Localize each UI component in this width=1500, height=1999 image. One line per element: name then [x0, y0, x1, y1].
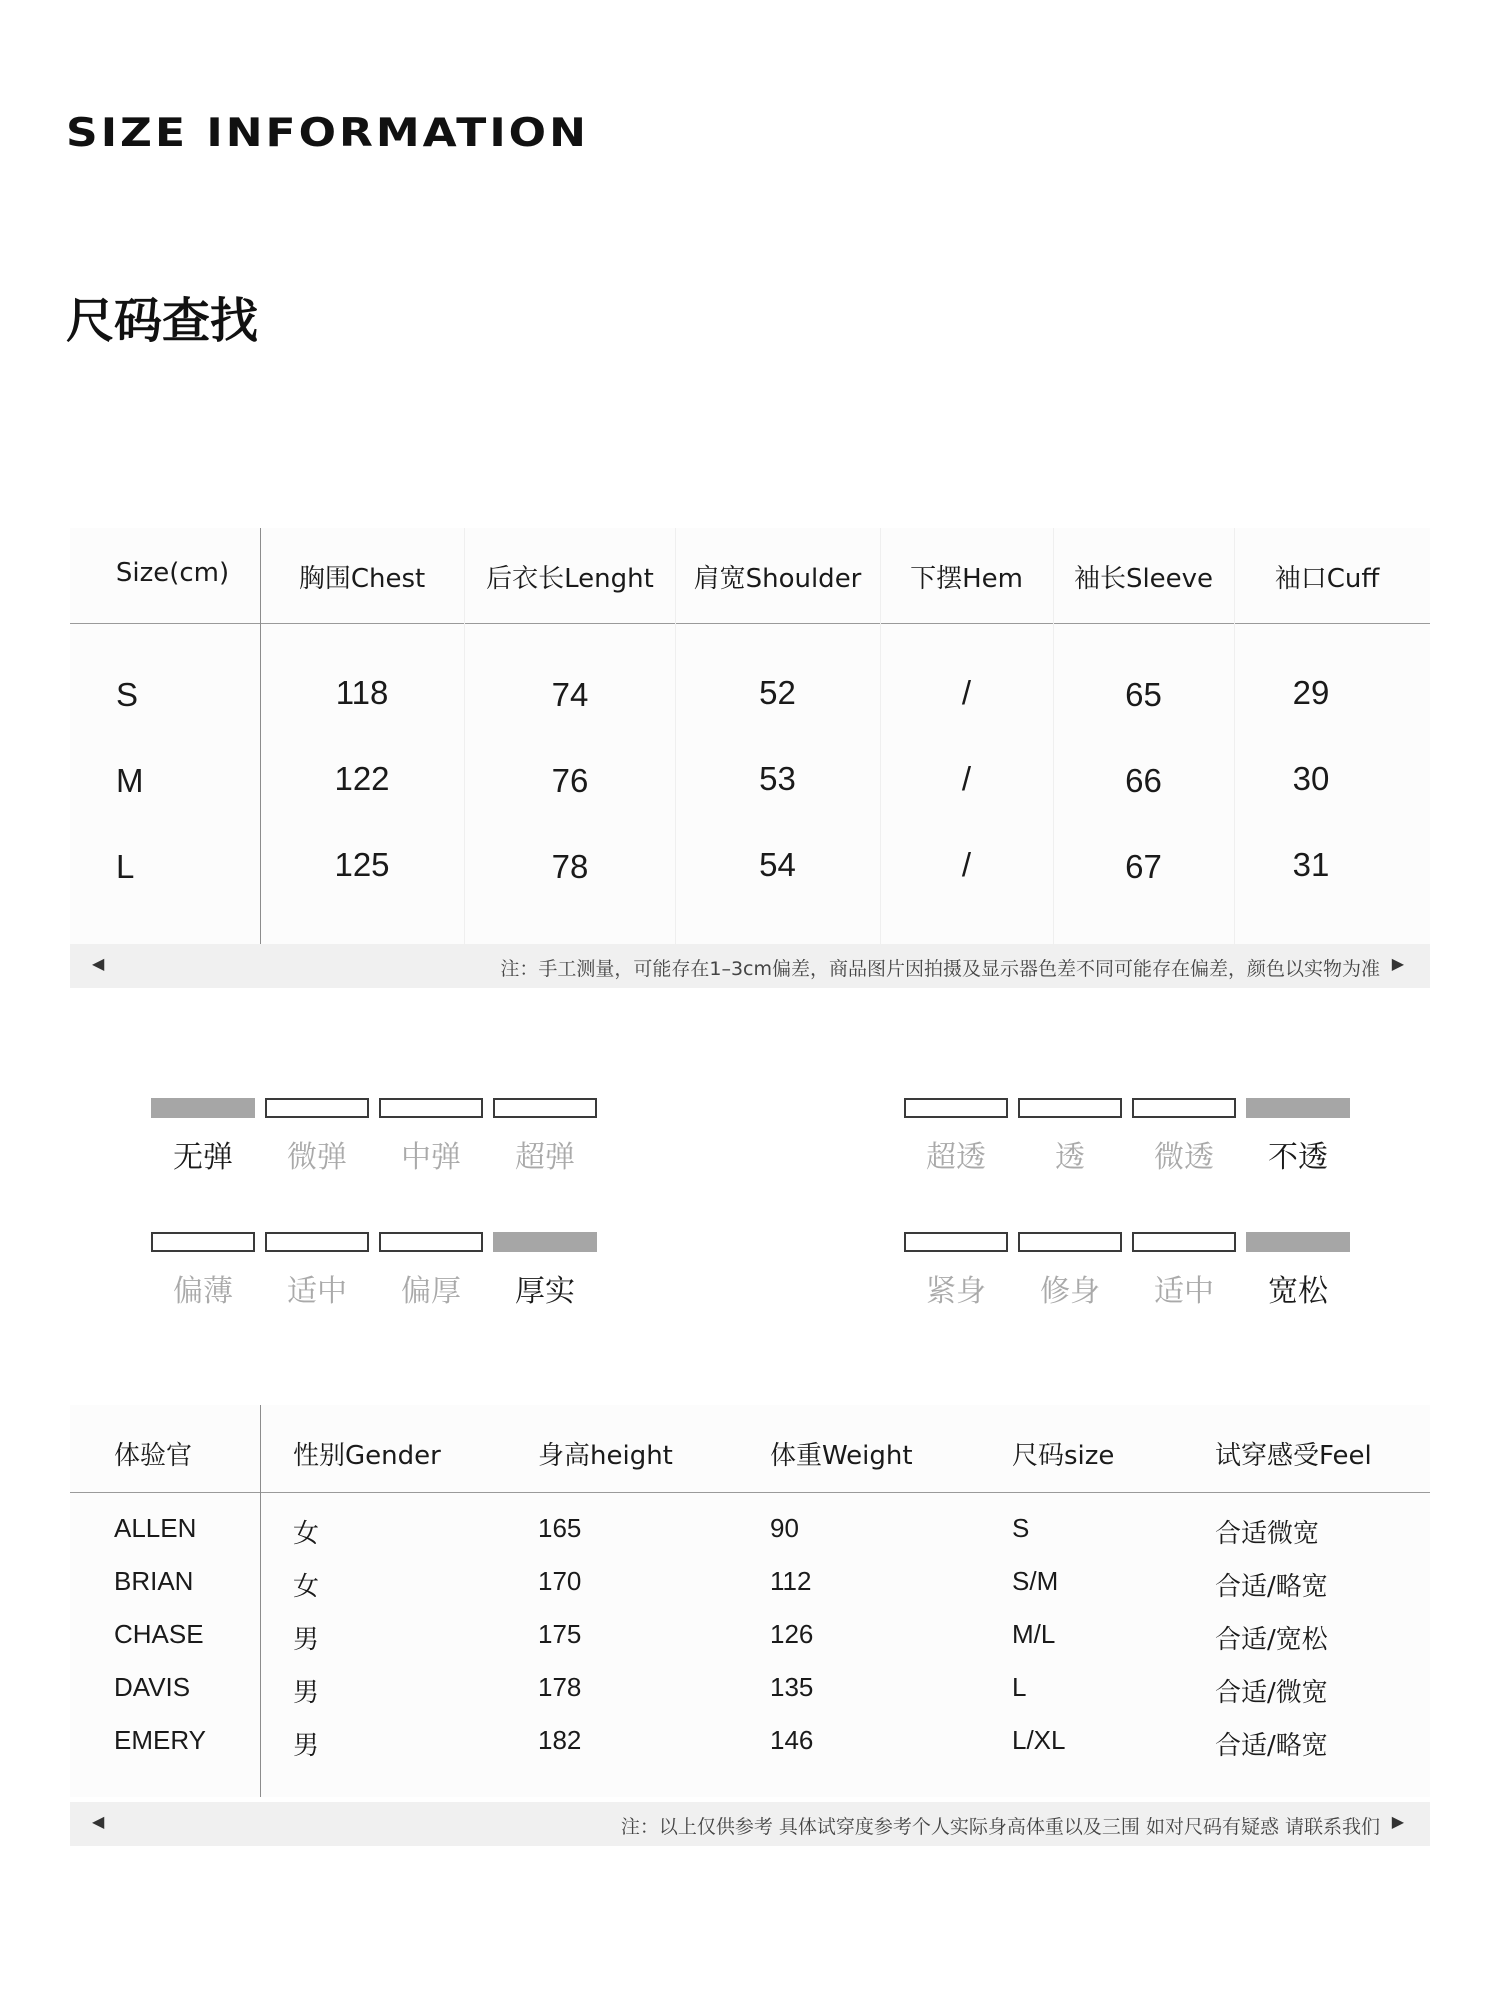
tester-gender: 男	[293, 1678, 320, 1708]
tester-size: S/M	[1012, 1566, 1059, 1596]
size-cell: S	[116, 676, 139, 713]
column-divider	[260, 528, 261, 944]
header-height: 身高height	[538, 1441, 673, 1471]
tester-size: S	[1012, 1513, 1030, 1543]
thickness-scale	[151, 1232, 596, 1312]
scale-label: 透	[1055, 1140, 1085, 1175]
scale-label: 微透	[1154, 1140, 1214, 1175]
scale-indicator	[1246, 1098, 1350, 1118]
scale-indicator	[379, 1098, 483, 1118]
scale-indicator	[1246, 1232, 1350, 1252]
chest-cell: 122	[334, 760, 390, 797]
header-feel: 试穿感受Feel	[1215, 1441, 1372, 1471]
header-tester: 体验官	[114, 1441, 193, 1471]
fit-option	[1246, 1232, 1350, 1310]
tester-height: 178	[538, 1672, 582, 1702]
cuff-cell: 31	[1292, 846, 1330, 883]
transparency-option	[904, 1098, 1008, 1176]
sleeve-cell: 66	[1125, 762, 1162, 799]
hem-cell: /	[961, 760, 972, 797]
cuff-cell: 29	[1292, 674, 1330, 711]
scale-label: 紧身	[926, 1274, 986, 1309]
scroll-left-icon[interactable]: ◀	[92, 954, 105, 973]
scale-indicator	[1132, 1098, 1236, 1118]
tester-gender: 男	[293, 1731, 320, 1761]
scale-label: 偏薄	[173, 1274, 233, 1309]
sleeve-cell: 67	[1125, 848, 1162, 885]
tester-size: L	[1012, 1672, 1027, 1702]
scale-label: 超透	[926, 1140, 986, 1175]
tester-name: CHASE	[114, 1619, 204, 1649]
transparency-option	[1132, 1098, 1236, 1176]
tester-gender: 男	[293, 1625, 320, 1655]
elasticity-option	[379, 1098, 483, 1176]
thickness-option	[265, 1232, 369, 1310]
tester-weight: 90	[770, 1513, 799, 1543]
column-divider	[260, 1405, 261, 1797]
scale-label: 厚实	[515, 1274, 575, 1309]
scale-indicator	[1018, 1098, 1122, 1118]
fit-option	[904, 1232, 1008, 1310]
length-cell: 78	[551, 848, 589, 885]
thickness-option	[151, 1232, 255, 1310]
thickness-option	[493, 1232, 597, 1310]
scale-indicator	[151, 1098, 255, 1118]
scale-indicator	[904, 1232, 1008, 1252]
tester-feel: 合适/略宽	[1215, 1572, 1328, 1602]
tester-feel: 合适微宽	[1215, 1519, 1320, 1549]
header-sleeve: 袖长Sleeve	[1073, 564, 1214, 594]
header-gender: 性别Gender	[293, 1441, 441, 1471]
header-chest: 胸围Chest	[298, 564, 426, 594]
elasticity-scale	[151, 1098, 596, 1178]
tester-size: L/XL	[1012, 1725, 1066, 1755]
tester-height: 170	[538, 1566, 582, 1596]
scale-label: 无弹	[173, 1140, 233, 1175]
scale-indicator	[151, 1232, 255, 1252]
scale-indicator	[904, 1098, 1008, 1118]
tester-name: EMERY	[114, 1725, 206, 1755]
scale-label: 宽松	[1268, 1274, 1328, 1309]
fit-option	[1018, 1232, 1122, 1310]
scale-label: 适中	[287, 1274, 347, 1309]
tester-height: 175	[538, 1619, 582, 1649]
scroll-right-icon[interactable]: ▶	[1391, 1812, 1404, 1831]
elasticity-option	[265, 1098, 369, 1176]
tester-feel: 合适/宽松	[1215, 1625, 1328, 1655]
header-cuff: 袖口Cuff	[1274, 564, 1380, 594]
size-table	[70, 528, 1430, 988]
elasticity-option	[151, 1098, 255, 1176]
fit-scale	[904, 1232, 1349, 1312]
scale-label: 偏厚	[401, 1274, 461, 1309]
fit-option	[1132, 1232, 1236, 1310]
scale-label: 不透	[1268, 1140, 1328, 1175]
tester-gender: 女	[293, 1519, 320, 1549]
thickness-option	[379, 1232, 483, 1310]
tester-weight: 146	[770, 1725, 814, 1755]
size-note: 注：手工测量，可能存在1–3cm偏差，商品图片因拍摄及显示器色差不同可能存在偏差，颜色以实物为准	[500, 958, 1380, 980]
length-cell: 74	[551, 676, 589, 713]
tester-size: M/L	[1012, 1619, 1056, 1649]
scale-label: 适中	[1154, 1274, 1214, 1309]
sleeve-cell: 65	[1125, 676, 1162, 713]
tester-height: 165	[538, 1513, 582, 1543]
header-size: 尺码size	[1012, 1441, 1115, 1471]
header-length: 后衣长Lenght	[486, 564, 654, 594]
shoulder-cell: 53	[759, 760, 796, 797]
fit-note: 注：以上仅供参考 具体试穿度参考个人实际身高体重以及三围 如对尺码有疑惑 请联系我们	[620, 1816, 1380, 1838]
shoulder-cell: 54	[759, 846, 796, 883]
size-cell: M	[116, 762, 144, 799]
header-shoulder: 肩宽Shoulder	[693, 564, 862, 594]
scale-label: 超弹	[515, 1140, 575, 1175]
column-divider	[675, 528, 676, 944]
column-divider	[880, 528, 881, 944]
column-divider	[1234, 528, 1235, 944]
tester-weight: 112	[770, 1566, 812, 1596]
tester-feel: 合适/微宽	[1215, 1678, 1328, 1708]
header-size: Size(cm)	[115, 558, 230, 588]
scroll-left-icon[interactable]: ◀	[92, 1812, 105, 1831]
scale-indicator	[265, 1232, 369, 1252]
scroll-right-icon[interactable]: ▶	[1391, 954, 1404, 973]
length-cell: 76	[551, 762, 589, 799]
size-note-bar	[70, 944, 1430, 988]
cuff-cell: 30	[1292, 760, 1330, 797]
column-divider	[1053, 528, 1054, 944]
size-cell: L	[116, 848, 135, 885]
scale-indicator	[493, 1098, 597, 1118]
tester-feel: 合适/略宽	[1215, 1731, 1328, 1761]
transparency-option	[1246, 1098, 1350, 1176]
chest-cell: 118	[335, 674, 389, 711]
column-divider	[464, 528, 465, 944]
transparency-option	[1018, 1098, 1122, 1176]
scale-label: 中弹	[401, 1140, 461, 1175]
scale-indicator	[1018, 1232, 1122, 1252]
fit-note-bar	[70, 1802, 1430, 1846]
elasticity-option	[493, 1098, 597, 1176]
scale-indicator	[265, 1098, 369, 1118]
header-weight: 体重Weight	[770, 1441, 913, 1471]
hem-cell: /	[961, 674, 972, 711]
transparency-scale	[904, 1098, 1349, 1178]
tester-weight: 126	[770, 1619, 814, 1649]
tester-name: ALLEN	[114, 1513, 197, 1543]
chest-cell: 125	[334, 846, 390, 883]
tester-gender: 女	[293, 1572, 320, 1602]
shoulder-cell: 52	[759, 674, 796, 711]
scale-indicator	[493, 1232, 597, 1252]
scale-label: 修身	[1040, 1274, 1100, 1309]
scale-label: 微弹	[287, 1140, 347, 1175]
scale-indicator	[379, 1232, 483, 1252]
scale-indicator	[1132, 1232, 1236, 1252]
page-title-cn: 尺码查找	[66, 293, 259, 349]
fit-test-table	[70, 1405, 1430, 1797]
tester-name: DAVIS	[114, 1672, 191, 1702]
tester-weight: 135	[770, 1672, 814, 1702]
page-title-en: SIZE INFORMATION	[66, 110, 589, 156]
header-hem: 下摆Hem	[910, 564, 1023, 594]
tester-name: BRIAN	[114, 1566, 194, 1596]
tester-height: 182	[538, 1725, 582, 1755]
hem-cell: /	[961, 846, 972, 883]
